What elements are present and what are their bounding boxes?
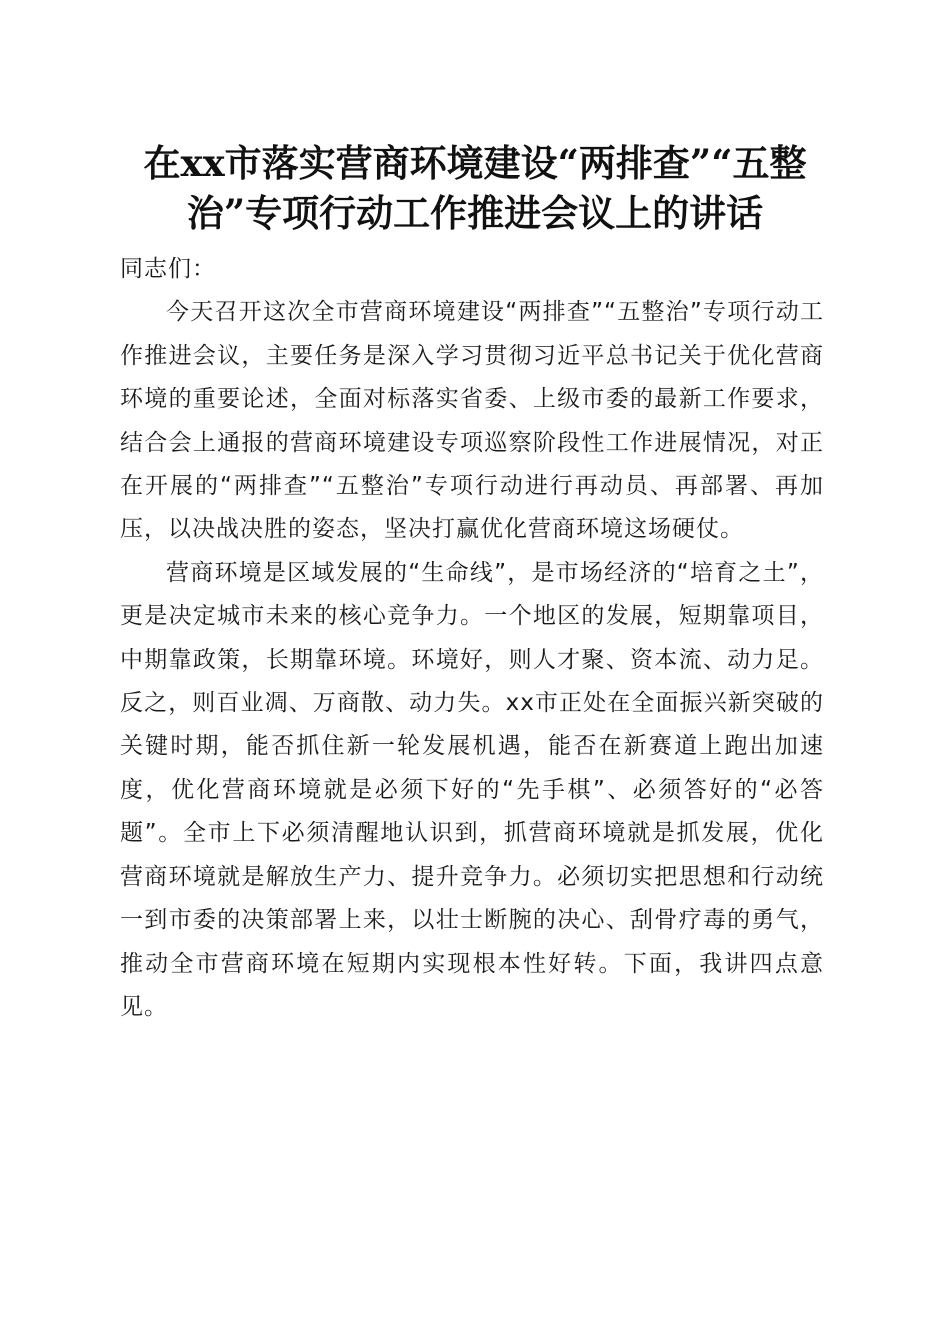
paragraph-2: 营商环境是区域发展的“生命线”，是市场经济的“培育之土”，更是决定城市未来的核心竞争力。一个地区的发展，短期靠项目，中期靠政策，长期靠环境。环境好，则人才聚、资本流、动力足。反之，则百业凋、万商散、动力失。xx市正处在全面振兴新突破的关键时期，能否抓住新一轮发展机遇，能否在新赛道上跑出加速度，优化营商环境就是必须下好的“先手棋”、必须答好的“必答题”。全市上下必须清醒地认识到，抓营商环境就是抓发展，优化营商环境就是解放生产力、提升竞争力。必须切实把思想和行动统一到市委的决策部署上来，以壮士断腕的决心、刮骨疗毒的勇气，推动全市营商环境在短期内实现根本性好转。下面，我讲四点意见。 [120,559,824,1020]
salutation: 同志们： [120,256,216,282]
document-body [120,248,824,1029]
document-title: 在xx市落实营商环境建设“两排查”“五整治”专项行动工作推进会议上的讲话 [143,141,807,235]
paragraph-1: 今天召开这次全市营商环境建设“两排查”“五整治”专项行动工作推进会议，主要任务是深入学习贯彻习近平总书记关于优化营商环境的重要论述，全面对标落实省委、上级市委的最新工作要求，结合会上通报的营商环境建设专项巡察阶段性工作进展情况，对正在开展的“两排查”“五整治”专项行动进行再动员、再部署、再加压，以决战决胜的姿态，坚决打赢优化营商环境这场硬仗。 [120,299,824,543]
